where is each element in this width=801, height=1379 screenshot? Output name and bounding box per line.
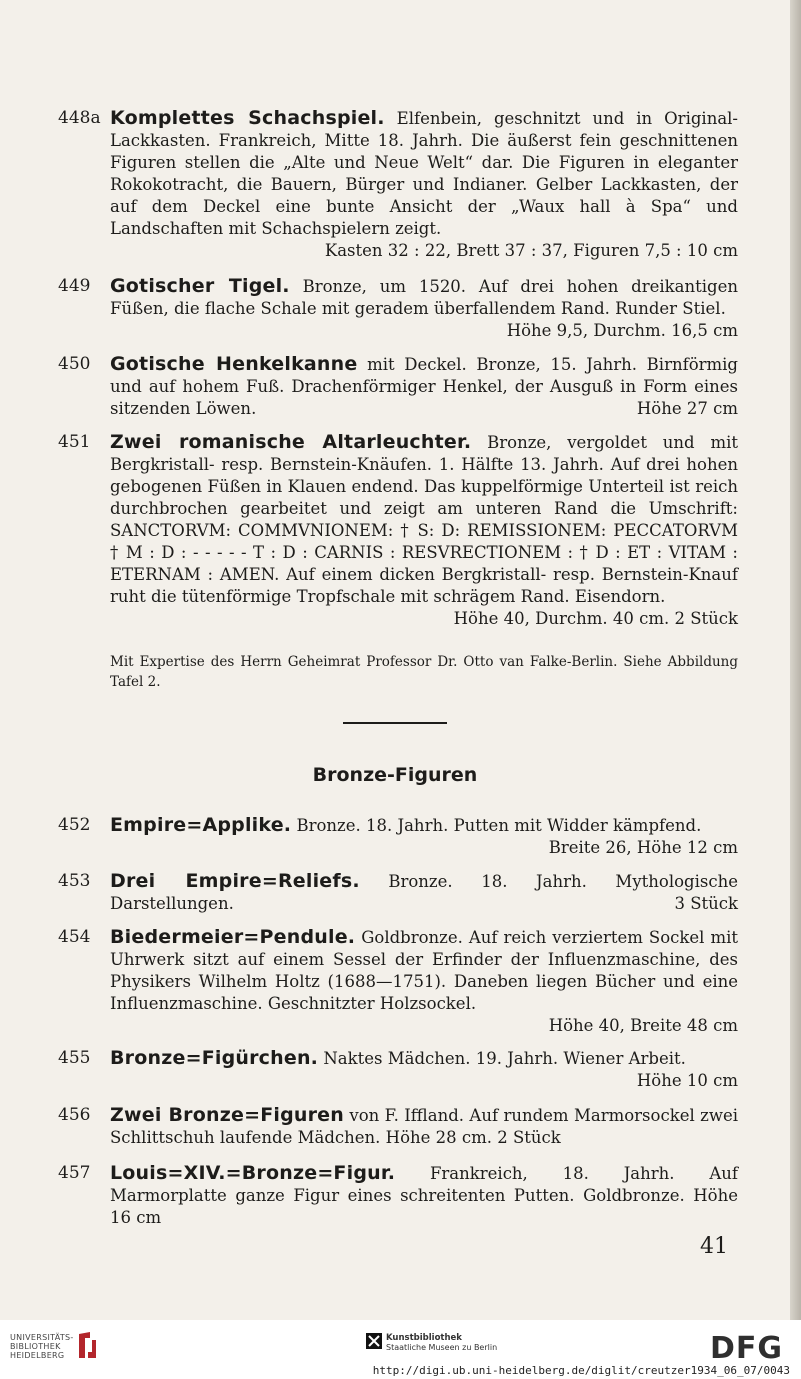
entry-dimensions: Höhe 40, Breite 48 cm — [548, 1016, 738, 1035]
entry-title: Komplettes Schachspiel. — [110, 107, 385, 129]
entry-number: 448a — [58, 108, 101, 128]
entry-number: 452 — [58, 815, 91, 835]
catalog-entry-450 — [58, 353, 738, 420]
entry-dimensions: Höhe 9,5, Durchm. 16,5 cm — [506, 321, 738, 340]
catalog-entry-455 — [58, 1047, 738, 1092]
kunstbibliothek-logo-icon — [366, 1333, 382, 1349]
entry-number: 450 — [58, 354, 91, 374]
entry-title: Bronze=Figürchen. — [110, 1047, 319, 1069]
entry-body — [110, 926, 738, 1037]
section-divider — [343, 722, 447, 724]
entry-dimensions: Kasten 32 : 22, Brett 37 : 37, Figuren 7,5 : 10 cm — [324, 241, 738, 260]
entry-text: Naktes Mädchen. 19. Jahrh. Wiener Arbeit. — [318, 1049, 686, 1068]
entry-title: Gotischer Tigel. — [110, 275, 290, 297]
entry-number: 451 — [58, 432, 91, 452]
expertise-note: Mit Expertise des Herrn Geheimrat Professor Dr. Otto van Falke-Berlin. Siehe Abbildung Tafel 2. — [110, 654, 738, 690]
entry-text: Bronze. 18. Jahrh. Mythologische Darstellungen. — [110, 872, 738, 913]
entry-title: Zwei romanische Altarleuchter. — [110, 431, 472, 453]
entry-dimensions: Breite 26, Höhe 12 cm — [548, 838, 738, 857]
entry-number: 455 — [58, 1048, 91, 1068]
section-heading: Bronze-Figuren — [312, 764, 478, 786]
entry-number: 453 — [58, 871, 91, 891]
university-library-logo[interactable]: UNIVERSITÄTS- BIBLIOTHEK HEIDELBERG — [10, 1333, 74, 1360]
page-number: 41 — [700, 1234, 728, 1259]
entry-body — [110, 1162, 738, 1229]
entry-body — [110, 870, 738, 915]
entry-text: Frankreich, 18. Jahrh. Auf Marmorplatte ganze Figur eines schreitenten Putten. Goldbronze. Höhe 16 cm — [110, 1164, 738, 1227]
catalog-entry-449 — [58, 275, 738, 342]
entry-body — [110, 1047, 738, 1092]
entry-body — [110, 431, 738, 630]
catalog-entry-453 — [58, 870, 738, 915]
page-edge — [790, 0, 801, 1320]
entry-title: Empire=Applike. — [110, 814, 292, 836]
catalog-entry-456 — [58, 1104, 738, 1149]
catalog-entry-448a — [58, 107, 738, 262]
entry-number: 454 — [58, 927, 91, 947]
entry-body — [110, 814, 738, 859]
entry-number: 457 — [58, 1163, 91, 1183]
entry-body — [110, 1104, 738, 1149]
entry-title: Biedermeier=Pendule. — [110, 926, 356, 948]
entry-text: Bronze. 18. Jahrh. Putten mit Widder kämpfend. — [291, 816, 702, 835]
entry-text: Bronze, vergoldet und mit Bergkristall- resp. Bernstein-Knäufen. 1. Hälfte 13. Jahrh. Auf drei hohen gebogenen Füßen in Klauen endend. Das kuppelförmige Unterteil ist reich durchbrochen gearbeitet und zeigt am unteren Rand die Umschrift: SANCTORVM: COMMVNIONEM: † S: D: REMISSIONEM: PECCATORVM † M : D : - - - - - T : D : CARNIS : RESVRECTIONEM : † D : ET : VITAM : ETERNAM : AMEN. Auf einem dicken Bergkristall- resp. Bernstein-Knauf ruht die tütenförmige Tropfschale mit schrägem Rand. Eisendorn. — [110, 433, 738, 606]
entry-dimensions: Höhe 10 cm — [636, 1071, 738, 1090]
entry-number: 449 — [58, 276, 91, 296]
catalog-entry-457 — [58, 1162, 738, 1229]
entry-title: Drei Empire=Reliefs. — [110, 870, 360, 892]
catalog-entry-452 — [58, 814, 738, 859]
entry-text: mit Deckel. Bronze, 15. Jahrh. Birnförmig und auf hohem Fuß. Drachenförmiger Henkel, der Ausguß in Form eines sitzenden Löwen. — [110, 355, 738, 418]
catalog-entry-454 — [58, 926, 738, 1037]
entry-title: Zwei Bronze=Figuren — [110, 1104, 344, 1126]
entry-title: Louis=XIV.=Bronze=Figur. — [110, 1162, 396, 1184]
entry-body — [110, 353, 738, 420]
entry-body — [110, 107, 738, 262]
entry-text: Goldbronze. Auf reich verziertem Sockel mit Uhrwerk sitzt auf einem Sessel der Erfinder der Influenzmaschine, des Physikers Wilhelm Holtz (1688—1751). Daneben liegen Bücher und eine Influenzmaschine. Geschnitzter Holzsockel. — [110, 928, 738, 1013]
catalog-entry-451 — [58, 431, 738, 630]
entry-text: Bronze, um 1520. Auf drei hohen dreikantigen Füßen, die flache Schale mit geradem überfallendem Rand. Runder Stiel. — [110, 277, 738, 318]
entry-dimensions: Höhe 27 cm — [636, 399, 738, 418]
entry-body — [110, 275, 738, 340]
kunstbibliothek-label[interactable]: Kunstbibliothek Staatliche Museen zu Berlin — [386, 1333, 498, 1352]
entry-text: von F. Iffland. Auf rundem Marmorsockel zwei Schlittschuh laufende Mädchen. Höhe 28 cm. 2 Stück — [110, 1106, 738, 1147]
university-seal-icon — [76, 1330, 98, 1360]
dfg-logo[interactable]: DFG — [710, 1331, 784, 1366]
entry-dimensions: Höhe 40, Durchm. 40 cm. 2 Stück — [453, 609, 738, 628]
entry-title: Gotische Henkelkanne — [110, 353, 358, 375]
entry-number: 456 — [58, 1105, 91, 1125]
permalink-url[interactable]: http://digi.ub.uni-heidelberg.de/diglit/creutzer1934_06_07/0043 — [372, 1364, 790, 1377]
entry-dimensions: 3 Stück — [674, 894, 738, 913]
entry-text: Elfenbein, geschnitzt und in Original-Lackkasten. Frankreich, Mitte 18. Jahrh. Die äußerst fein geschnittenen Figuren stellen die „Alte und Neue Welt“ dar. Die Figuren in eleganter Rokokotracht, die Bauern, Bürger und Indianer. Gelber Lackkasten, der auf dem Deckel eine bunte Ansicht der „Waux hall à Spa“ und Landschaften mit Schachspielern zeigt. — [110, 109, 739, 238]
